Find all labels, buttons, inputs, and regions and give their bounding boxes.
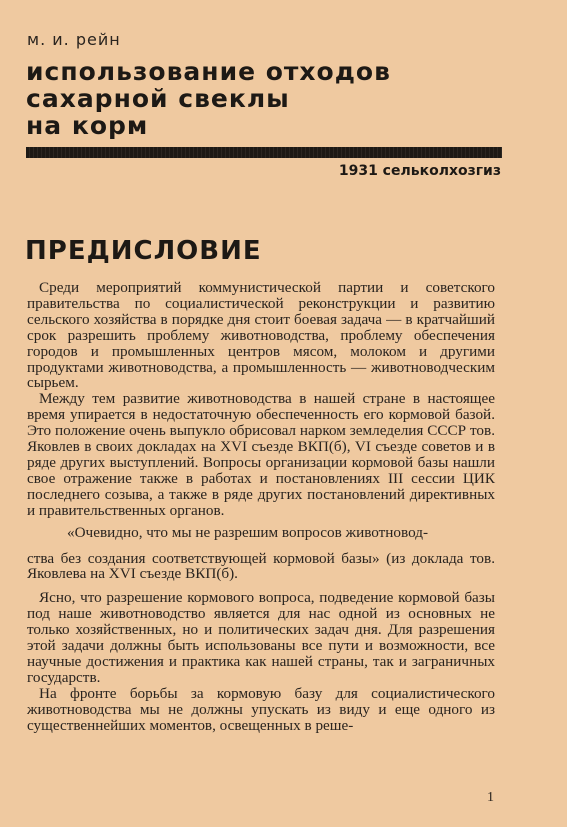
paragraph: На фронте борьбы за кормовую базу для социалистического животноводства мы не должны упускать из виду и еще одного из существеннейших моментов, освещенных в реше- xyxy=(27,684,495,734)
title-line: на корм xyxy=(26,111,149,140)
title-line: сахарной свеклы xyxy=(26,84,290,113)
publisher-imprint: 1931 сельколхозгиз xyxy=(338,163,501,179)
quote-continuation: ства без создания соответствующей кормовой базы» (из доклада тов. Яковлева на XVI съезде ВКП(б). xyxy=(27,549,495,583)
book-title xyxy=(26,58,506,139)
section-heading: ПРЕДИСЛОВИЕ xyxy=(25,236,262,266)
paragraph: Среди мероприятий коммунистической партии и советского правительства по социалистической реконструкции и развитию сельского хозяйства в порядке дня стоит боевая задача — в кратчайший срок разрешить проблему животноводства, проблему обеспечения городов и промышленных центров мясом, молоком и другими продуктами животноводства, а промышленность — животноводческим сырьем. xyxy=(27,279,495,392)
paragraph: Между тем развитие животноводства в нашей стране в настоящее время упирается в недостаточную обеспеченность его кормовой базой. Это положение очень выпукло обрисовал нарком земледелия СССР тов. Яковлев в своих докладах на XVI съезде ВКП(б), VI съезде советов и в ряде других выступлений. Вопросы организации кормовой базы нашли свое отражение также в работах и постановлениях III сессии ЦИК последнего созыва, а также в ряде других постановлений директивных и правительственных органов. xyxy=(27,390,495,519)
author-name: м. и. рейн xyxy=(27,30,121,49)
body-text xyxy=(27,280,495,733)
paragraph: Ясно, что разрешение кормового вопроса, подведение кормовой базы под наше животноводство является для нас одной из основных не только хозяйственных, но и политических задач дня. Для разрешения этой задачи должны быть использованы все пути и возможности, все научные достижения и практика как нашей страны, так и заграничных государств. xyxy=(27,589,495,686)
quote-first-line: «Очевидно, что мы не разрешим вопросов животновод- xyxy=(67,523,429,541)
decorative-rule xyxy=(26,147,502,158)
page-number: 1 xyxy=(487,790,494,805)
title-line: использование отходов xyxy=(26,57,391,86)
